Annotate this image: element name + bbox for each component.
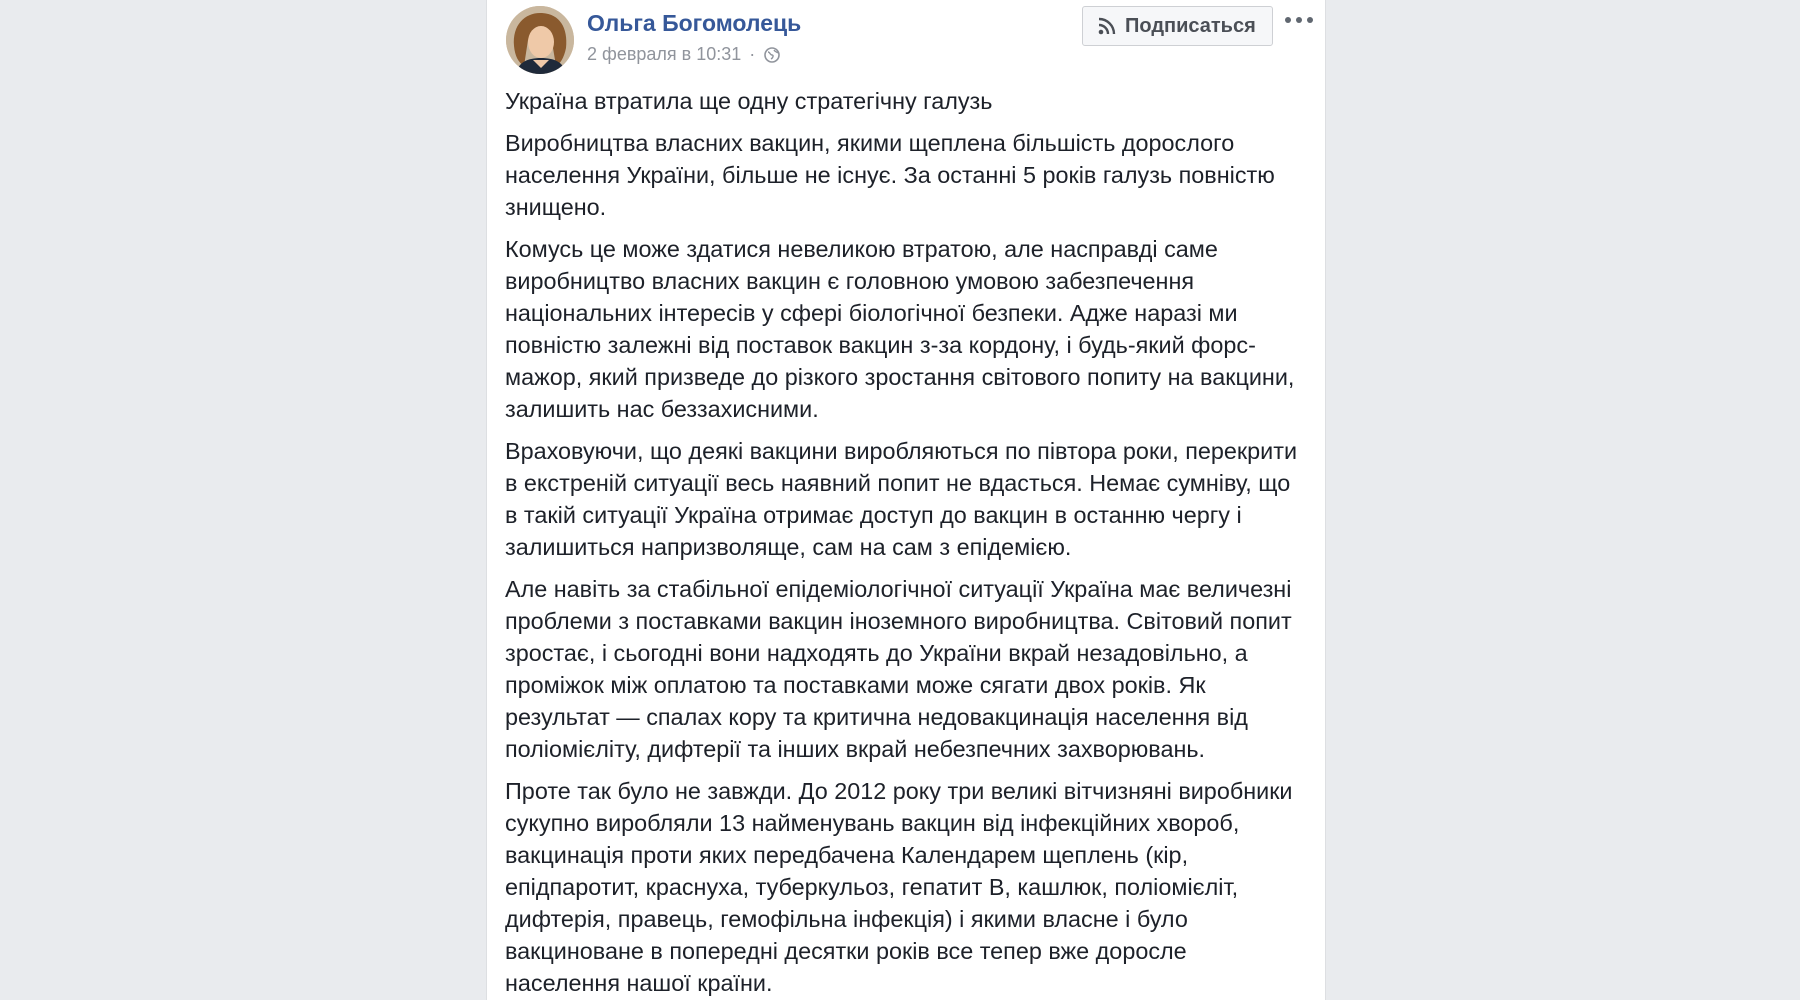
post-paragraph: Враховуючи, що деякі вакцини виробляються по півтора роки, перекрити в екстреній ситуації весь наявний попит не вдасться. Немає сумніву, що в такій ситуації Україна отримає доступ до вакцин в останню чергу і залишиться напризволяще, сам на сам з епідемією. [505, 438, 1298, 560]
globe-icon[interactable] [763, 46, 781, 64]
rss-icon [1097, 16, 1117, 36]
post-timestamp[interactable]: 2 февраля в 10:31 [587, 44, 742, 64]
post-meta [587, 44, 781, 65]
author-name-link[interactable]: Ольга Богомолець [587, 10, 802, 36]
more-options-icon[interactable] [1285, 10, 1313, 30]
post-paragraph: Комусь це може здатися невеликою втратою, але насправді саме виробництво власних вакцин є головною умовою забезпечення національних інтересів у сфері біологічної безпеки. Адже наразі ми повністю залежні від поставок вакцин з-за кордону, і будь-який форс-мажор, який призведе до різкого зростання світового попиту на вакцини, залишить нас беззахисними. [505, 236, 1295, 422]
post-paragraph: Проте так було не завжди. До 2012 року три великі вітчизняні виробники сукупно виробляли 13 найменувань вакцин від інфекційних хвороб, вакцинація проти яких передбачена Календарем щеплень (кір, епідпаротит, краснуха, туберкульоз, гепатит В, кашлюк, поліомієліт, дифтерія, правець, гемофільна інфекція) і якими власне і було вакциноване в попередні десятки років все тепер вже доросле населення нашої країни. [505, 778, 1293, 996]
post-body [505, 85, 1305, 1000]
post-paragraph-title: Україна втратила ще одну стратегічну галузь [505, 88, 993, 114]
post-paragraph: Але навіть за стабільної епідеміологічної ситуації Україна має величезні проблеми з поставками вакцин іноземного виробництва. Світовий попит зростає, і сьогодні вони надходять до України вкрай незадовільно, а проміжок між оплатою та поставками може сягати двох років. Як результат — спалах кору та критична недовакцинація населення від поліомієліту, дифтерії та інших вкрай небезпечних захворювань. [505, 576, 1292, 762]
meta-separator: · [749, 44, 756, 64]
author-avatar[interactable] [506, 6, 574, 74]
subscribe-label: Подписаться [1125, 14, 1256, 37]
post-card [486, 0, 1326, 1000]
more-dot [1285, 17, 1291, 23]
post-paragraph: Виробництва власних вакцин, якими щеплена більшість дорослого населення України, більше не існує. За останні 5 років галузь повністю знищено. [505, 130, 1275, 220]
avatar-photo [506, 6, 574, 74]
subscribe-button[interactable] [1082, 6, 1273, 46]
more-dot [1296, 17, 1302, 23]
post-header [487, 0, 1325, 78]
more-dot [1307, 17, 1313, 23]
